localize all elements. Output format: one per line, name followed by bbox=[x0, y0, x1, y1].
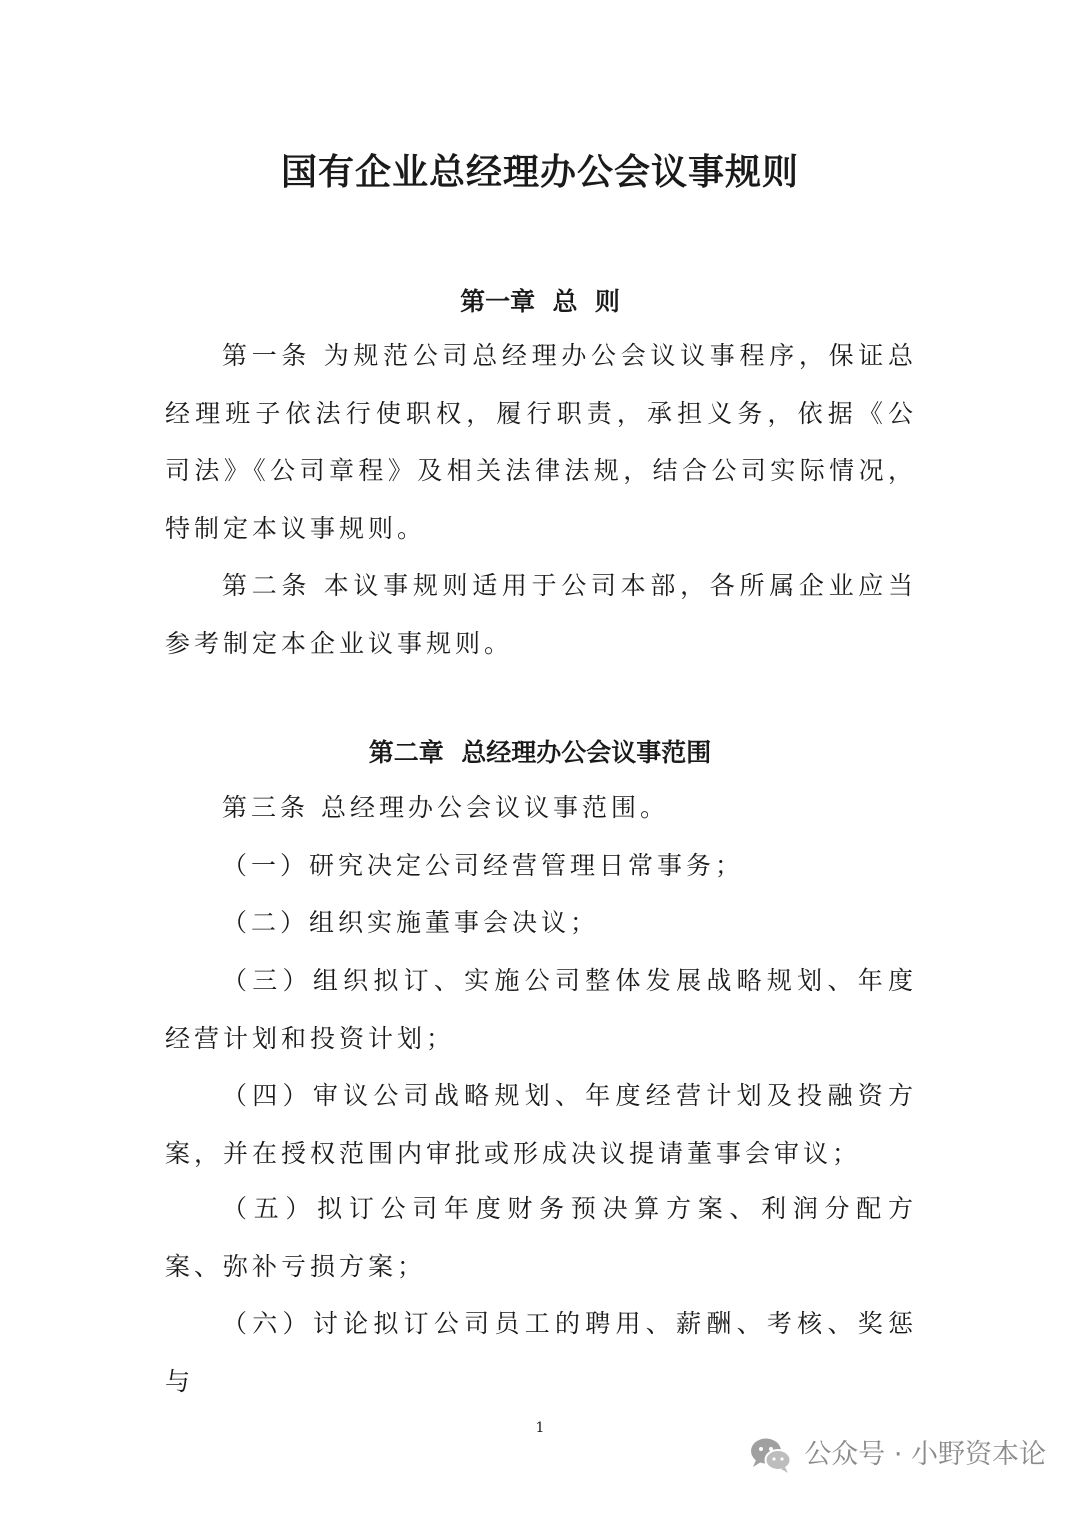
article-paragraph: 第三条 总经理办公会议议事范围。 bbox=[222, 793, 669, 822]
wechat-icon bbox=[748, 1435, 794, 1475]
article-paragraph: 第一条 为规范公司总经理办公会议议事程序，保证总经理班子依法行使职权，履行职责，承担义务，依据《公司法》《公司章程》及相关法律法规，结合公司实际情况，特制定本议事规则。 bbox=[165, 341, 917, 543]
article-paragraph: 第二条 本议事规则适用于公司本部，各所属企业应当参考制定本企业议事规则。 bbox=[165, 571, 917, 658]
watermark-text: 公众号 · 小野资本论 bbox=[804, 1439, 1046, 1470]
chapter-heading: 第一章 总 则 bbox=[460, 287, 620, 316]
watermark bbox=[748, 1433, 1046, 1477]
page-number: 1 bbox=[535, 1420, 545, 1436]
list-item: （六）讨论拟订公司员工的聘用、薪酬、考核、奖惩与 bbox=[165, 1309, 917, 1396]
list-item: （五）拟订公司年度财务预决算方案、利润分配方案、弥补亏损方案； bbox=[165, 1194, 917, 1281]
document-title: 国有企业总经理办公会议事规则 bbox=[280, 152, 799, 193]
chapter-heading: 第二章 总经理办公会议事范围 bbox=[368, 738, 712, 767]
list-item: （二）组织实施董事会决议； bbox=[222, 908, 600, 937]
list-item: （四）审议公司战略规划、年度经营计划及投融资方案，并在授权范围内审批或形成决议提请董事会审议； bbox=[165, 1081, 917, 1168]
list-item: （一）研究决定公司经营管理日常事务； bbox=[222, 851, 745, 880]
list-item: （三）组织拟订、实施公司整体发展战略规划、年度经营计划和投资计划； bbox=[165, 966, 917, 1053]
